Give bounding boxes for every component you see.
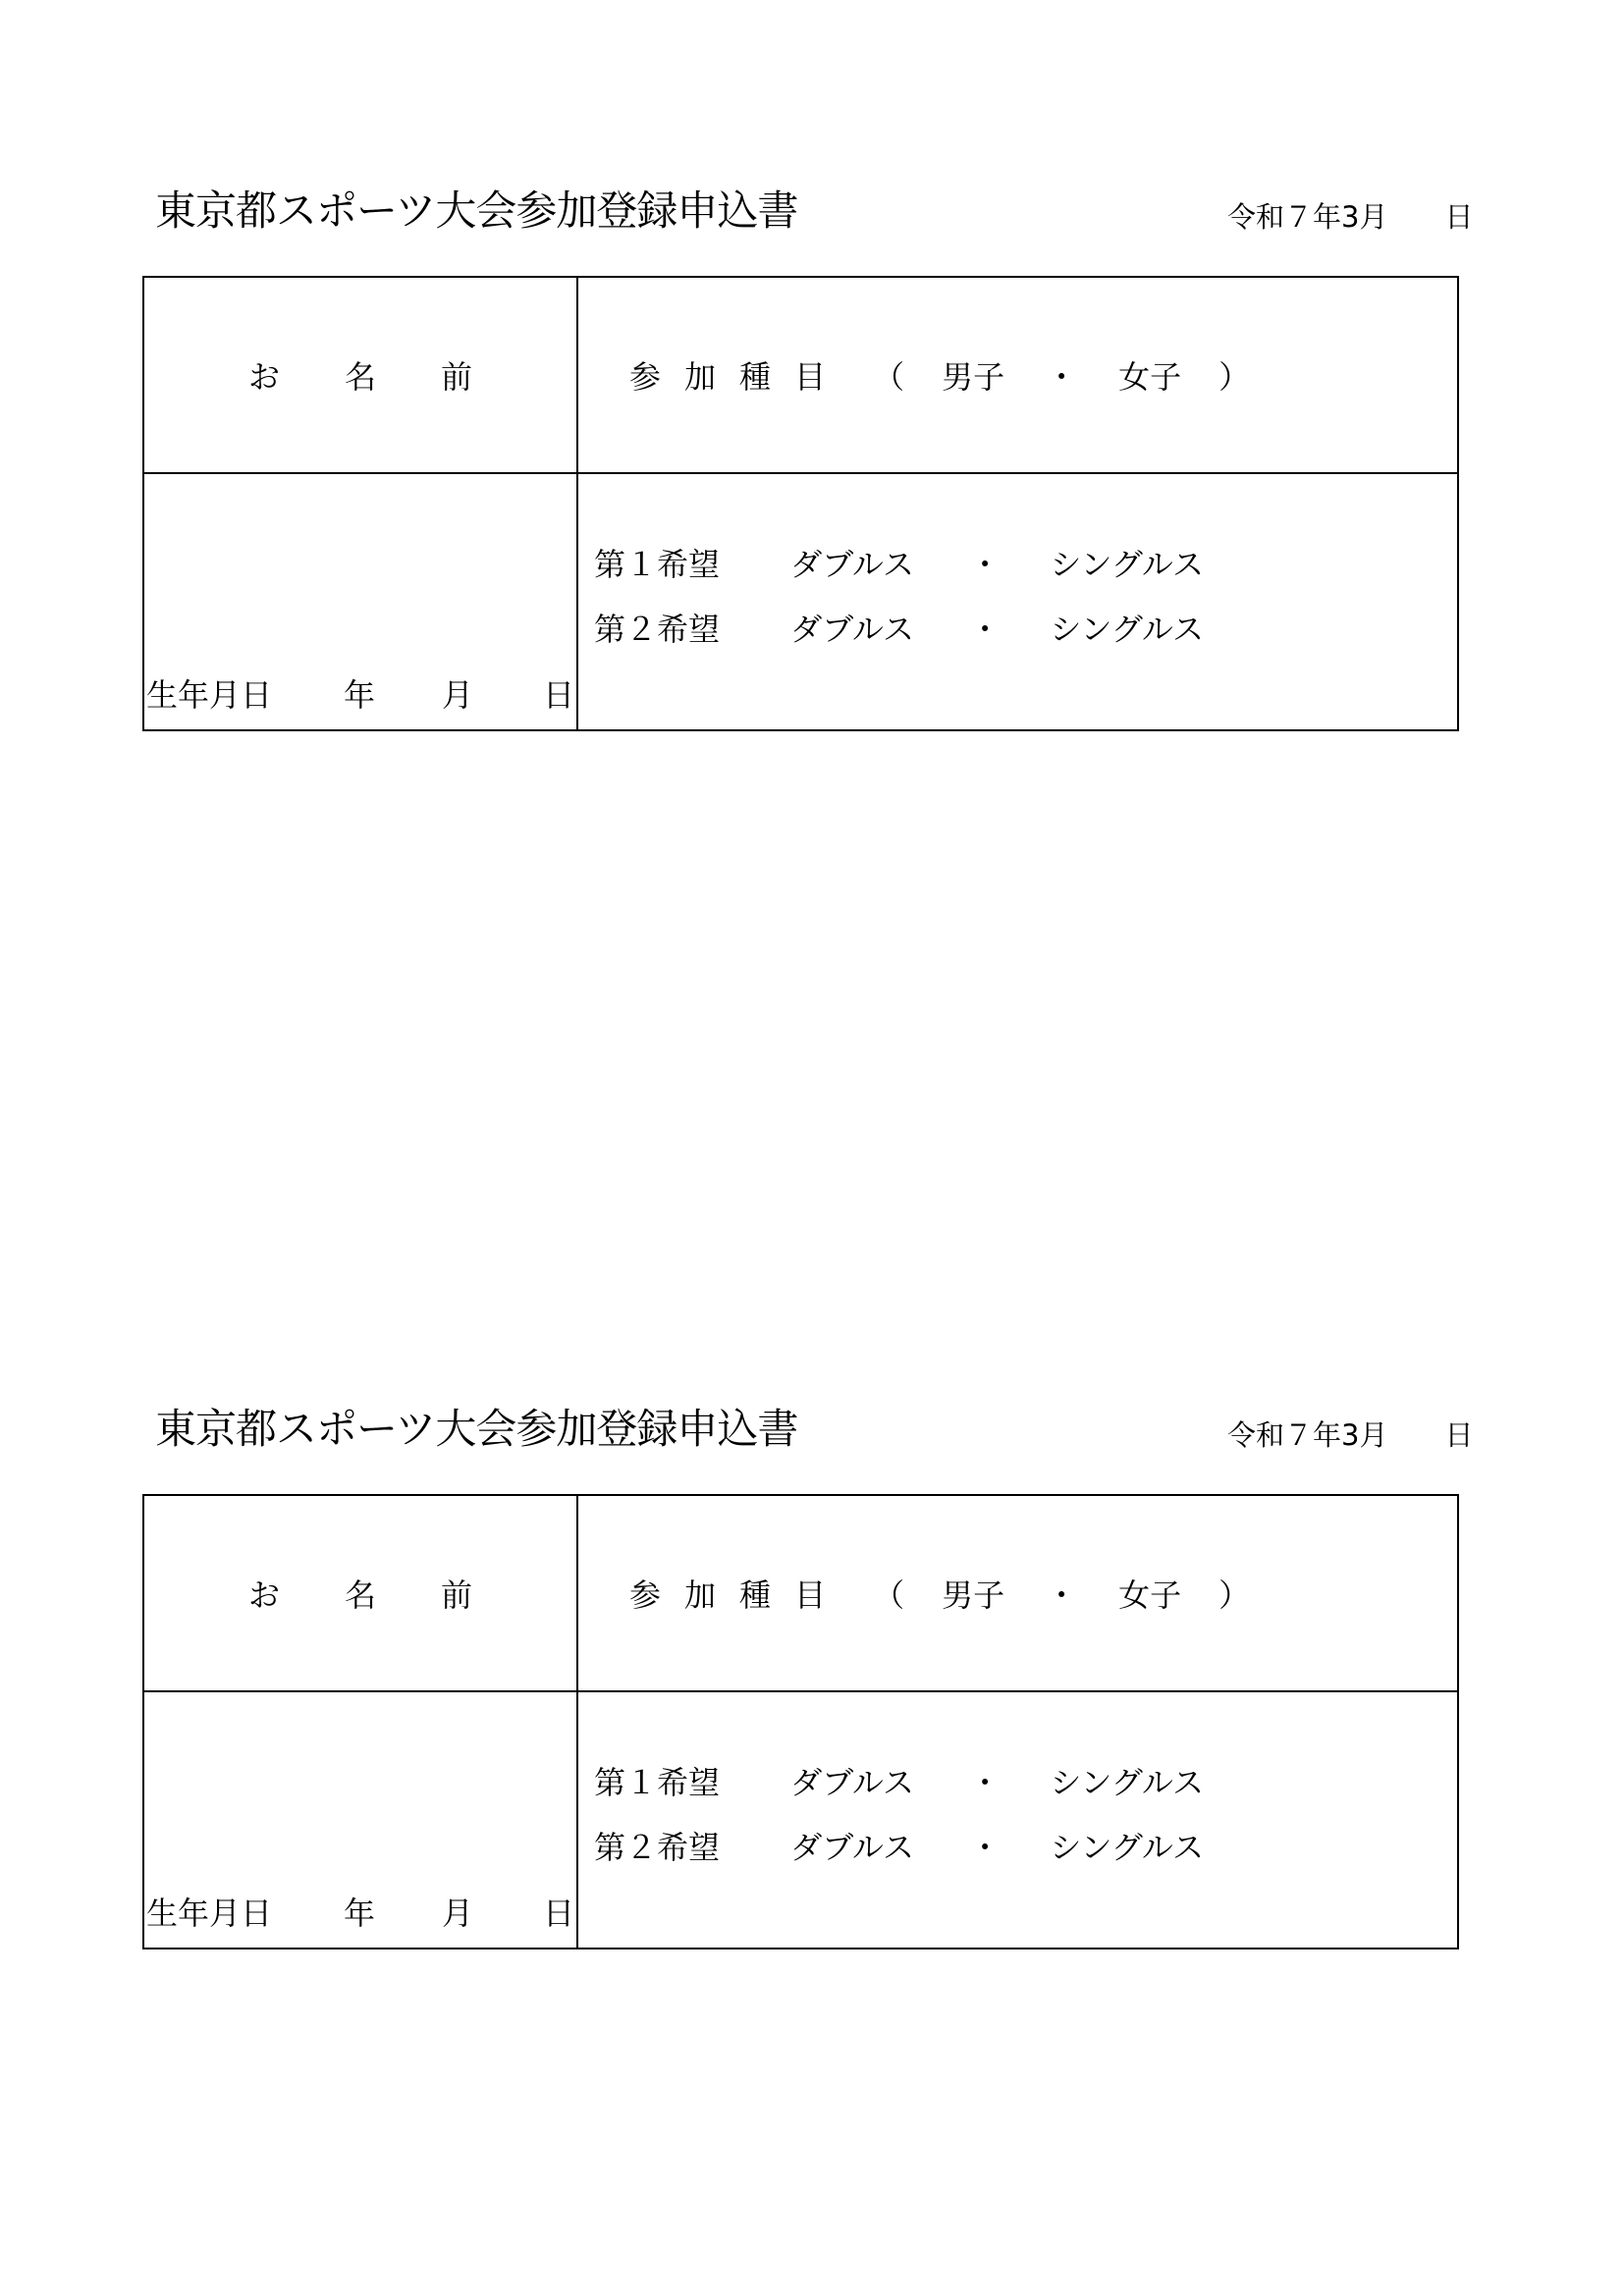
name-header-char: お (247, 358, 280, 396)
event-header (578, 1496, 1459, 1690)
name-header (144, 278, 576, 472)
event-header-char: 種 (739, 358, 772, 396)
name-header-char: 名 (344, 358, 376, 396)
choice-option-doubles[interactable]: ダブルス (790, 1764, 914, 1801)
name-header-char: 前 (441, 1576, 473, 1614)
choice-label: 第１希望 (594, 546, 721, 583)
birth-month-label: 月 (442, 676, 474, 714)
registration-table (142, 276, 1459, 731)
row-divider (144, 472, 1457, 474)
event-header-char: 加 (684, 1576, 717, 1614)
date-prefix: 令和７年3月 (1227, 1418, 1388, 1452)
date-day-label: 日 (1444, 200, 1474, 234)
gender-separator: ・ (1046, 1576, 1078, 1614)
choice-option-doubles[interactable]: ダブルス (790, 546, 914, 583)
date-day-label: 日 (1444, 1418, 1474, 1452)
choice-separator: ・ (969, 1829, 1001, 1866)
name-header-char: 前 (441, 358, 473, 396)
choice-option-singles[interactable]: シングルス (1050, 546, 1204, 583)
event-header-char: 加 (684, 358, 717, 396)
birth-year-label: 年 (344, 1895, 376, 1932)
choice-separator: ・ (969, 611, 1001, 648)
event-header-char: 目 (794, 1576, 827, 1614)
name-header-char: 名 (344, 1576, 376, 1614)
close-paren: ） (1218, 1576, 1251, 1614)
registration-table (142, 1494, 1459, 1949)
choice-option-singles[interactable]: シングルス (1050, 1829, 1204, 1866)
form-date (1227, 1418, 1473, 1452)
application-form-1 (0, 0, 1624, 746)
birthdate-label: 生年月日 (146, 676, 273, 714)
name-header-char: お (247, 1576, 280, 1614)
choice-option-singles[interactable]: シングルス (1050, 611, 1204, 648)
close-paren: ） (1218, 358, 1251, 396)
choice-row-1 (594, 1763, 1204, 1802)
event-header-char: 目 (794, 358, 827, 396)
event-header (578, 278, 1459, 472)
choice-row-1 (594, 545, 1204, 584)
birth-day-label: 日 (543, 1895, 575, 1932)
gender-option-female[interactable]: 女子 (1118, 1576, 1182, 1614)
choice-row-2 (594, 610, 1204, 649)
event-header-char: 種 (739, 1576, 772, 1614)
choice-label: 第２希望 (594, 611, 721, 648)
birthdate-label: 生年月日 (146, 1895, 273, 1932)
form-title: 東京都スポーツ大会参加登録申込書 (155, 187, 798, 235)
open-paren: （ (873, 358, 905, 396)
choice-separator: ・ (969, 1764, 1001, 1801)
choice-option-singles[interactable]: シングルス (1050, 1764, 1204, 1801)
date-prefix: 令和７年3月 (1227, 200, 1388, 234)
event-header-char: 参 (629, 358, 662, 396)
choice-row-2 (594, 1828, 1204, 1867)
name-header (144, 1496, 576, 1690)
choice-separator: ・ (969, 546, 1001, 583)
open-paren: （ (873, 1576, 905, 1614)
gender-option-male[interactable]: 男子 (942, 358, 1005, 396)
choice-option-doubles[interactable]: ダブルス (790, 611, 914, 648)
choice-label: 第２希望 (594, 1829, 721, 1866)
choice-label: 第１希望 (594, 1764, 721, 1801)
form-title: 東京都スポーツ大会参加登録申込書 (155, 1405, 798, 1453)
birth-year-label: 年 (344, 676, 376, 714)
event-header-char: 参 (629, 1576, 662, 1614)
gender-option-male[interactable]: 男子 (942, 1576, 1005, 1614)
application-form-2 (0, 1218, 1624, 1964)
choice-option-doubles[interactable]: ダブルス (790, 1829, 914, 1866)
row-divider (144, 1690, 1457, 1692)
gender-option-female[interactable]: 女子 (1118, 358, 1182, 396)
birth-day-label: 日 (543, 676, 575, 714)
form-date (1227, 200, 1473, 234)
birth-month-label: 月 (442, 1895, 474, 1932)
gender-separator: ・ (1046, 358, 1078, 396)
